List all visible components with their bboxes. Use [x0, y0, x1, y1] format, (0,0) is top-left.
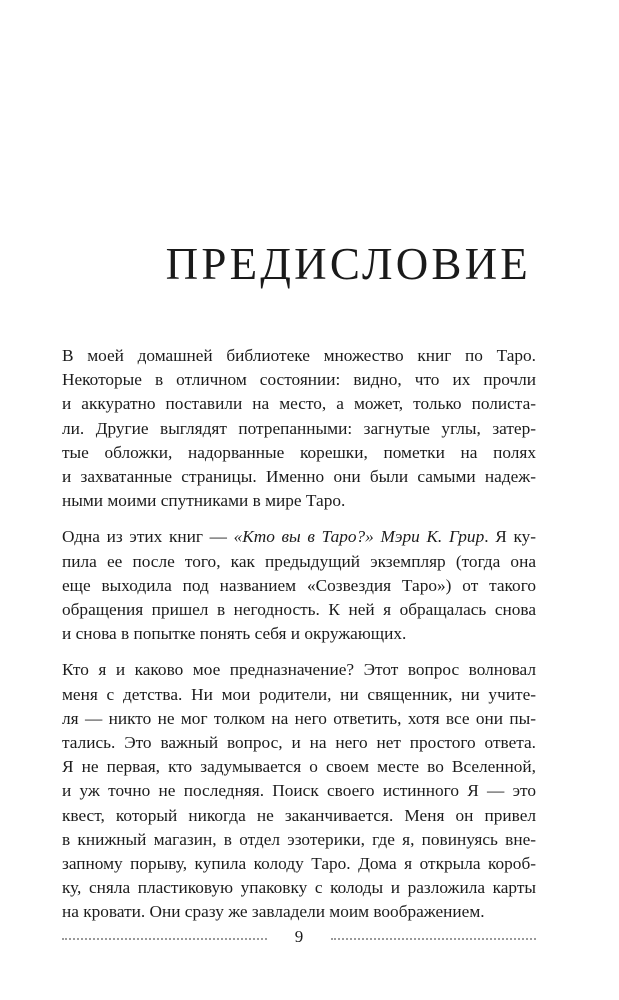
text-line: и уж точно не последняя. Поиск своего истинного Я — это [62, 781, 536, 801]
text-line: В моей домашней библиотеке множество книг по Таро. [62, 346, 536, 365]
text-line: в книжный магазин, в отдел эзотерики, где я, повинуясь вне- [62, 829, 536, 849]
text-line: ными моими спутниками в мире Таро. [62, 491, 346, 511]
paragraph-1 [62, 344, 536, 513]
text-line: и снова в попытке понять себя и окружающих. [62, 624, 407, 644]
page-number: 9 [294, 927, 304, 946]
text-line: запному порыву, купила колоду Таро. Дома я открыла короб- [62, 854, 536, 874]
text-line: Некоторые в отличном состоянии: видно, что их прочли [62, 370, 536, 390]
text-line: ку, сняла пластиковую упаковку с колоды и разложила карты [62, 878, 536, 898]
text-line: Кто я и каково мое предназначение? Этот вопрос волновал [62, 660, 536, 680]
body-text [62, 344, 536, 937]
book-title-citation: «Кто вы в Таро?» Мэри К. Грир [233, 527, 485, 547]
text-line: и захватанные страницы. Именно они были самыми надеж- [62, 467, 536, 487]
dotted-rule-right [331, 938, 536, 940]
page-footer [62, 926, 536, 950]
chapter-title: ПРЕДИСЛОВИЕ [165, 239, 531, 289]
text-line: ля — никто не мог толком на него ответить, хотя все они пы- [62, 708, 536, 728]
text-line: меня с детства. Ни мои родители, ни священник, ни учите- [62, 684, 536, 704]
text-line: обращения пришел в негодность. К ней я обращалась снова [62, 600, 536, 620]
text-line: ли. Другие выглядят потрепанными: загнутые углы, затер- [62, 418, 536, 438]
text-line: квест, который никогда не заканчивается. Меня он привел [62, 805, 536, 825]
text-line: и аккуратно поставили на место, а может, только полиста- [62, 394, 536, 414]
text-line: на кровати. Они сразу же завладели моим воображением. [62, 902, 485, 922]
text-run: . Я ку- [484, 527, 536, 547]
text-run: Одна из этих книг — [62, 527, 234, 547]
text-line [62, 525, 536, 549]
text-line: пила ее после того, как предыдущий экземпляр (тогда она [62, 551, 536, 571]
text-line: тые обложки, надорванные корешки, пометки на полях [62, 442, 536, 462]
paragraph-2 [62, 525, 536, 646]
text-line: Я не первая, кто задумывается о своем месте во Вселенной, [62, 757, 536, 777]
paragraph-3 [62, 658, 536, 924]
text-line: тались. Это важный вопрос, и на него нет простого ответа. [62, 733, 536, 753]
text-line: еще выходила под названием «Созвездия Таро») от такого [62, 575, 536, 595]
